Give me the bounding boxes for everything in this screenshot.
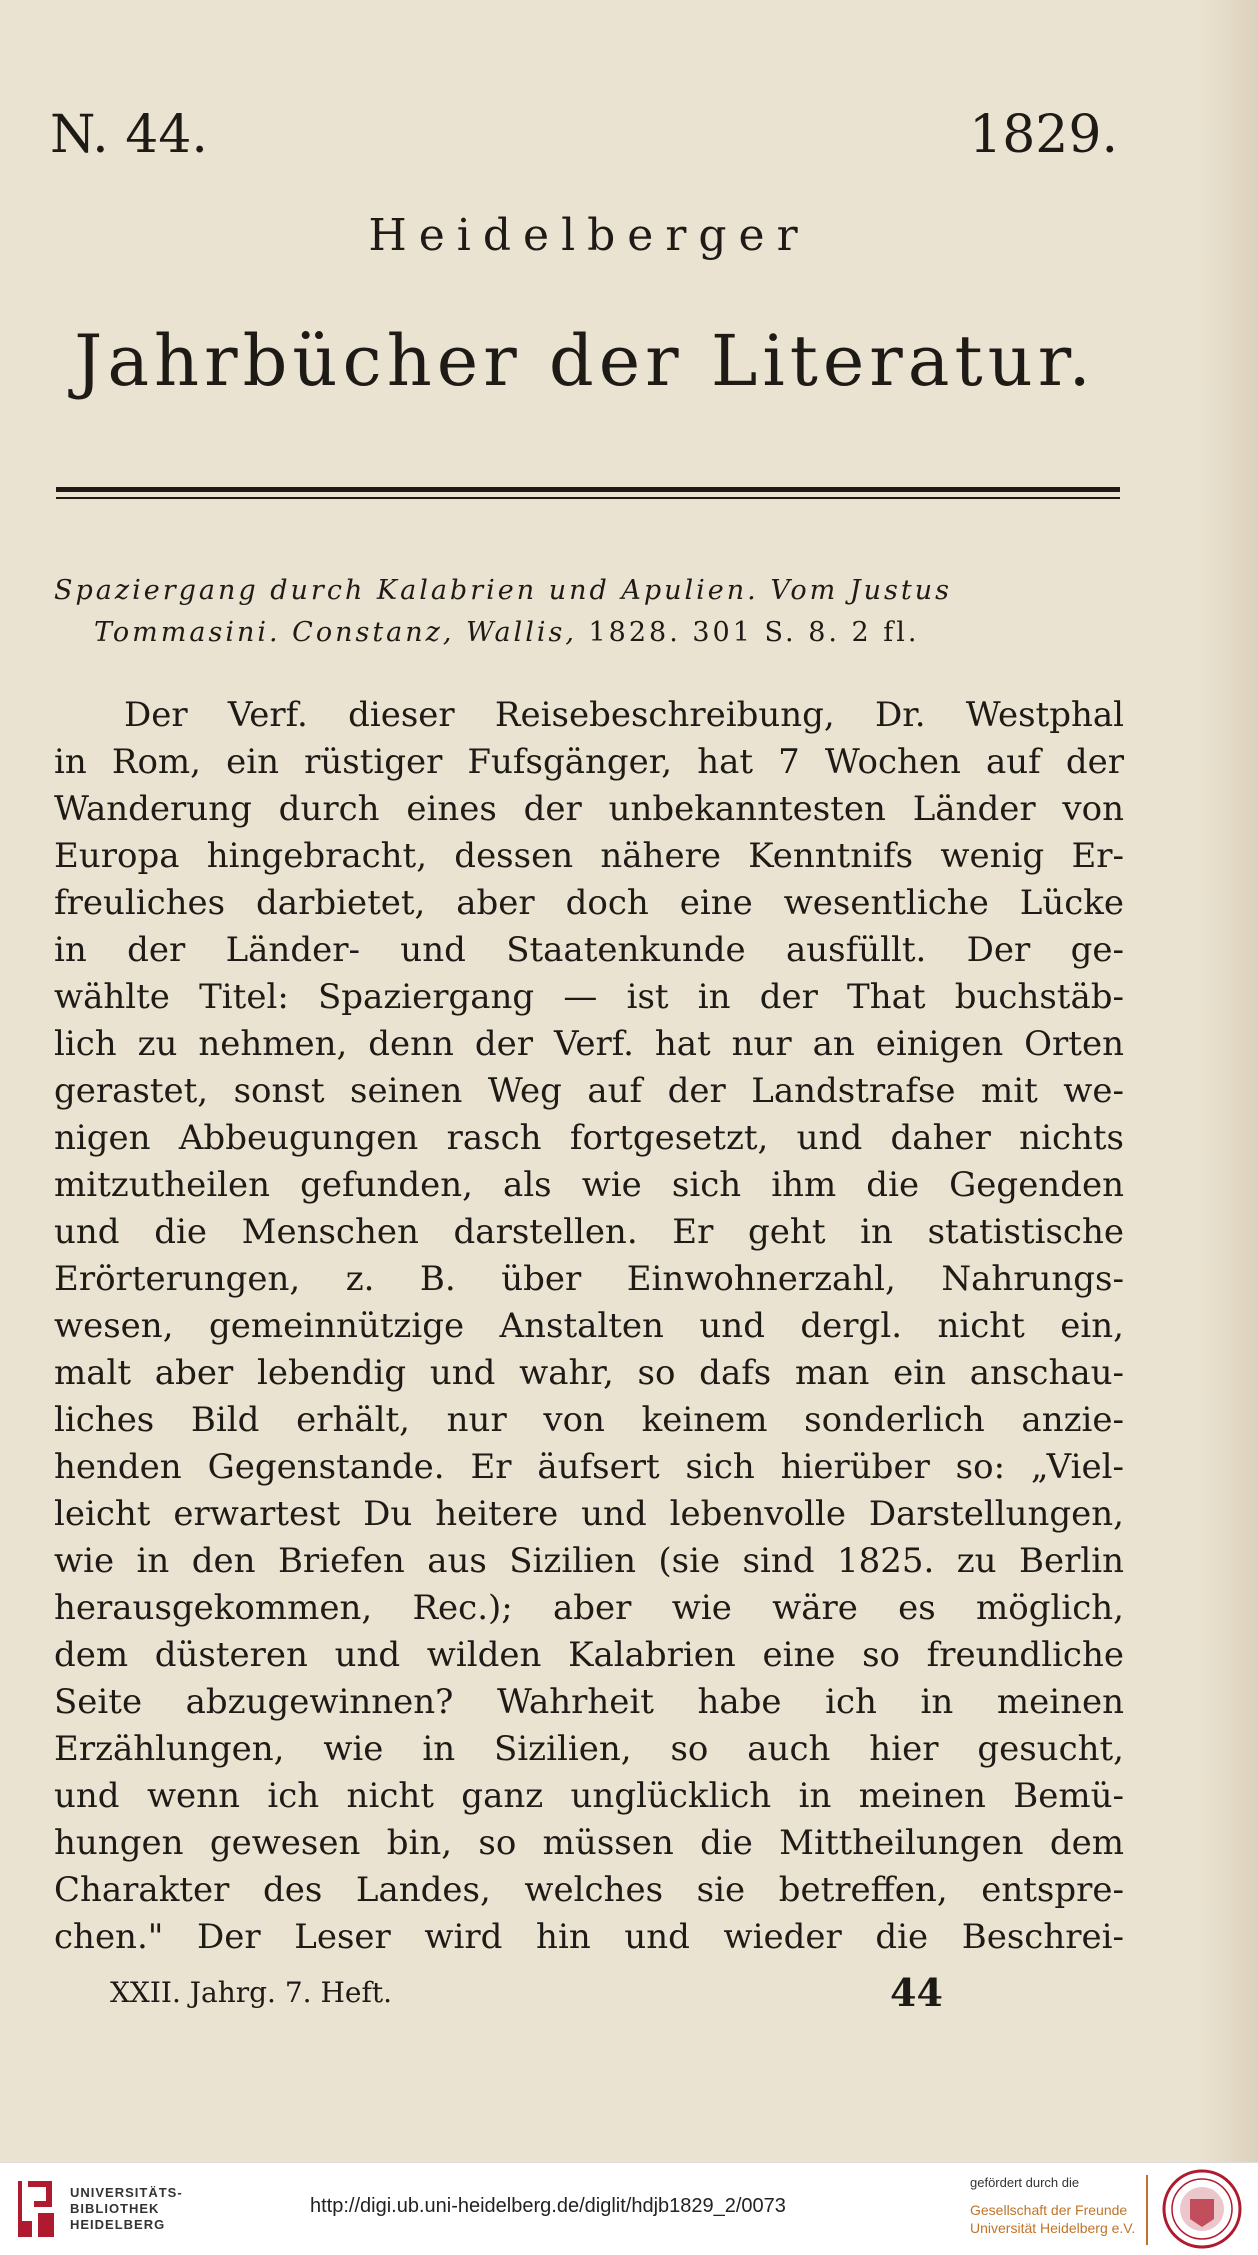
body-line: und die Menschen darstellen. Er geht in statistische (54, 1212, 1124, 1252)
sheet-signature: XXII. Jahrg. 7. Heft. (110, 1976, 392, 2009)
body-line: wählte Titel: Spaziergang — ist in der That buchstäb- (54, 977, 1124, 1017)
permalink-url[interactable]: http://digi.ub.uni-heidelberg.de/diglit/hdjb1829_2/0073 (310, 2195, 786, 2217)
library-name-line: UNIVERSITÄTS- (70, 2185, 183, 2200)
review-body (54, 692, 1124, 1961)
sponsor-name-line: Universität Heidelberg e.V. (970, 2220, 1136, 2236)
review-title-line-1: Spaziergang durch Kalabrien und Apulien. Vom Justus (54, 575, 952, 606)
issue-header (50, 100, 1118, 170)
body-line: in der Länder- und Staatenkunde ausfüllt. Der ge- (54, 930, 1124, 970)
journal-subtitle: Heidelberger (368, 210, 810, 261)
body-line: liches Bild erhält, nur von keinem sonderlich anzie- (54, 1400, 1124, 1440)
body-line: Der Verf. dieser Reisebeschreibung, Dr. Westphal (124, 695, 1124, 735)
review-details: 1828. 301 S. 8. 2 fl. (588, 617, 920, 648)
body-line: lich zu nehmen, denn der Verf. hat nur an einigen Orten (54, 1024, 1124, 1064)
body-line: wie in den Briefen aus Sizilien (sie sind 1825. zu Berlin (54, 1541, 1124, 1581)
body-line: Erörterungen, z. B. über Einwohnerzahl, Nahrungs- (54, 1259, 1124, 1299)
issue-year: 1829. (969, 105, 1118, 165)
library-logo-icon[interactable] (12, 2177, 60, 2241)
body-line: nigen Abbeugungen rasch fortgesetzt, und daher nichts (54, 1118, 1124, 1158)
issue-number: N. 44. (50, 105, 208, 165)
body-line: gerastet, sonst seinen Weg auf der Landstrafse mit we- (54, 1071, 1124, 1111)
review-book-title (54, 570, 1124, 654)
body-line: freuliches darbietet, aber doch eine wesentliche Lücke (54, 883, 1124, 923)
sheet-number: 44 (890, 1970, 943, 2015)
body-line: Seite abzugewinnen? Wahrheit habe ich in meinen (54, 1682, 1124, 1722)
review-title-line-2 (54, 612, 1124, 654)
body-line: in Rom, ein rüstiger Fufsgänger, hat 7 Wochen auf der (54, 742, 1124, 782)
journal-title: Jahrbücher der Literatur. (74, 320, 1096, 402)
body-line: Erzählungen, wie in Sizilien, so auch hier gesucht, (54, 1729, 1124, 1769)
review-place: Constanz, Wallis, (292, 617, 577, 648)
body-line: Charakter des Landes, welches sie betreffen, entspre- (54, 1870, 1124, 1910)
sponsor-name-line: Gesellschaft der Freunde (970, 2202, 1128, 2218)
library-name[interactable] (70, 2185, 183, 2233)
body-line: mitzutheilen gefunden, als wie sich ihm die Gegenden (54, 1165, 1124, 1205)
page-edge-shading (1198, 0, 1258, 2162)
body-line: hungen gewesen bin, so müssen die Mittheilungen dem (54, 1823, 1124, 1863)
university-seal-icon[interactable] (1162, 2169, 1242, 2249)
body-line: dem düsteren und wilden Kalabrien eine so freundliche (54, 1635, 1124, 1675)
body-line: und wenn ich nicht ganz unglücklich in meinen Bemü- (54, 1776, 1124, 1816)
body-line: chen." Der Leser wird hin und wieder die Beschrei- (54, 1917, 1124, 1957)
body-line: leicht erwartest Du heitere und lebenvolle Darstellungen, (54, 1494, 1124, 1534)
body-line: wesen, gemeinnützige Anstalten und dergl. nicht ein, (54, 1306, 1124, 1346)
title-rule-thin (56, 497, 1120, 499)
title-rule-thick (56, 487, 1120, 492)
body-line: herausgekommen, Rec.); aber wie wäre es möglich, (54, 1588, 1124, 1628)
review-author: Tommasini. (94, 617, 281, 648)
sponsor-divider (1146, 2175, 1148, 2245)
body-line: henden Gegenstande. Er äufsert sich hierüber so: „Viel- (54, 1447, 1124, 1487)
library-name-line: HEIDELBERG (70, 2217, 166, 2232)
body-line: Wanderung durch eines der unbekanntesten Länder von (54, 789, 1124, 829)
body-line: Europa hingebracht, dessen nähere Kenntnifs wenig Er- (54, 836, 1124, 876)
credit-bar (0, 2162, 1258, 2255)
sponsor-caption: gefördert durch die (970, 2175, 1080, 2190)
sponsor-name[interactable] (970, 2201, 1135, 2237)
body-line: malt aber lebendig und wahr, so dafs man ein anschau- (54, 1353, 1124, 1393)
library-name-line: BIBLIOTHEK (70, 2201, 160, 2216)
